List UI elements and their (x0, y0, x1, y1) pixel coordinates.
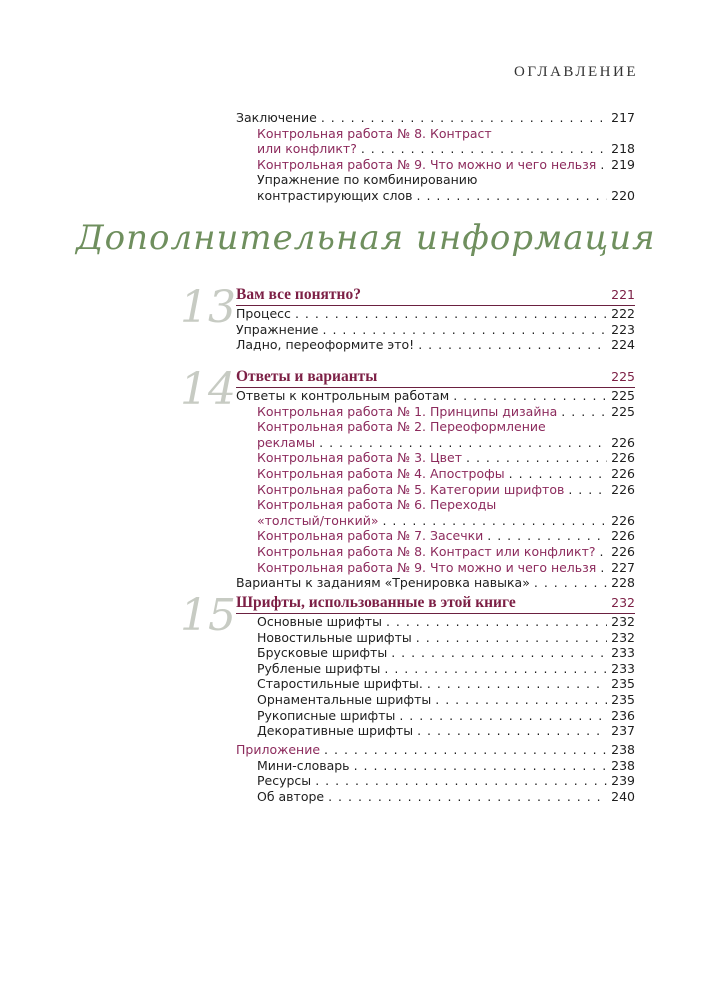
dot-leader (600, 560, 607, 576)
entry-page: 233 (611, 645, 635, 661)
toc-entry[interactable] (236, 708, 635, 724)
chapter-number: 14 (180, 364, 236, 415)
chapter-13 (236, 286, 635, 353)
dot-leader (328, 789, 607, 805)
dot-leader (534, 575, 607, 591)
dot-leader (487, 528, 607, 544)
chapter-page: 225 (611, 369, 635, 384)
entry-title: Контрольная работа № 9. Что можно и чего нельзя (257, 156, 597, 172)
dot-leader (416, 630, 607, 646)
dot-leader (561, 404, 607, 420)
entry-page: 220 (611, 187, 635, 203)
toc-entry[interactable] (236, 630, 635, 646)
entry-page: 223 (611, 321, 635, 337)
entry-title-line: Упражнение по комбинированию (257, 172, 478, 188)
entry-title: Орнаментальные шрифты (257, 691, 432, 707)
dot-leader (386, 614, 607, 630)
entry-title: Контрольная работа № 3. Цвет (257, 450, 463, 466)
entry-title-line: контрастирующих слов (257, 187, 413, 203)
entry-title: Новостильные шрифты (257, 629, 412, 645)
entry-page: 232 (611, 614, 635, 629)
entry-page: 226 (611, 512, 635, 528)
entry-page: 222 (611, 306, 635, 321)
entry-title-line: или конфликт? (257, 141, 357, 157)
dot-leader (361, 141, 607, 157)
entry-page: 226 (611, 543, 635, 559)
dot-leader (600, 544, 608, 560)
entry-title: Процесс (236, 306, 291, 321)
dot-leader (382, 513, 607, 529)
entry-title: Варианты к заданиям «Тренировка навыка» (236, 575, 530, 591)
entry-title-line: Контрольная работа № 6. Переходы (257, 497, 497, 513)
toc-entry[interactable] (236, 450, 635, 466)
entry-title: Декоративные шрифты (257, 723, 414, 739)
entry-title: Контрольная работа № 4. Апострофы (257, 465, 505, 481)
entry-page: 238 (611, 742, 635, 757)
toc-entry[interactable] (236, 645, 635, 661)
entry-page: 226 (611, 465, 635, 481)
chapter-heading[interactable] (236, 286, 635, 306)
dot-leader (321, 110, 607, 126)
entry-page: 224 (611, 337, 635, 353)
toc-entry[interactable] (236, 172, 635, 203)
toc-entry[interactable] (236, 306, 635, 322)
entry-title: Старостильные шрифты. (257, 676, 423, 692)
toc-entry[interactable] (236, 404, 635, 420)
entry-page: 226 (611, 450, 635, 466)
dot-leader (323, 322, 608, 338)
toc-entry[interactable] (236, 157, 635, 173)
entry-title: Контрольная работа № 9. Что можно и чего нельзя (257, 559, 597, 575)
entry-page: 225 (611, 403, 635, 419)
dot-leader (324, 742, 607, 758)
toc-entry-conclusion[interactable] (236, 110, 635, 126)
dot-leader (315, 773, 607, 789)
appendix-block (236, 742, 635, 804)
entry-title-line: Контрольная работа № 8. Контраст (257, 125, 492, 141)
dot-leader (435, 692, 607, 708)
dot-leader (319, 435, 607, 451)
entry-title: Брусковые шрифты (257, 645, 388, 661)
toc-entry[interactable] (236, 126, 635, 157)
section-title: Дополнительная информация (76, 218, 656, 258)
dot-leader (427, 676, 607, 692)
entry-page: 238 (611, 757, 635, 773)
dot-leader (384, 661, 607, 677)
chapter-heading[interactable] (236, 594, 635, 614)
entry-page: 237 (611, 723, 635, 739)
dot-leader (466, 450, 607, 466)
toc-entry-appendix[interactable] (236, 742, 635, 758)
chapter-title: Шрифты, использованные в этой книге (236, 594, 516, 611)
entry-title: Основные шрифты (257, 614, 382, 629)
chapter-number: 15 (180, 590, 236, 641)
toc-entry[interactable] (236, 614, 635, 630)
toc-entry[interactable] (236, 575, 635, 591)
entry-page: 226 (611, 528, 635, 544)
dot-leader (600, 157, 607, 173)
dot-leader (391, 645, 607, 661)
entry-title-line: Контрольная работа № 2. Переоформление (257, 419, 546, 435)
entry-title: Ресурсы (257, 773, 312, 789)
entry-title: Контрольная работа № 1. Принципы дизайна (257, 403, 558, 419)
chapter-heading[interactable] (236, 368, 635, 388)
entry-page: 226 (611, 434, 635, 450)
entry-page: 235 (611, 676, 635, 692)
entry-title: Ладно, переоформите это! (236, 337, 415, 353)
entry-title: Об авторе (257, 788, 325, 804)
toc-entry[interactable] (236, 758, 635, 774)
entry-title: Заключение (236, 110, 317, 125)
entry-title: Рукописные шрифты (257, 707, 396, 723)
toc-entry[interactable] (236, 773, 635, 789)
entry-page: 218 (611, 141, 635, 157)
toc-entry[interactable] (236, 482, 635, 498)
entry-title-line: рекламы (257, 434, 316, 450)
dot-leader (418, 337, 607, 353)
running-header: ОГЛАВЛЕНИЕ (514, 64, 638, 80)
entry-title-line: «толстый/тонкий» (257, 512, 379, 528)
dot-leader (295, 306, 607, 322)
chapter-title: Ответы и варианты (236, 368, 378, 385)
toc-entry[interactable] (236, 661, 635, 677)
entry-page: 233 (611, 660, 635, 676)
dot-leader (417, 723, 607, 739)
chapter-page: 232 (611, 595, 635, 610)
entry-page: 239 (611, 773, 635, 789)
entry-page: 232 (611, 629, 635, 645)
toc-entry[interactable] (236, 497, 635, 528)
chapter-title: Вам все понятно? (236, 286, 361, 303)
entry-title: Контрольная работа № 7. Засечки (257, 528, 484, 544)
toc-top-block (236, 110, 635, 204)
toc-entry[interactable] (236, 723, 635, 739)
chapter-14 (236, 368, 635, 591)
entry-page: 236 (611, 707, 635, 723)
toc-entry[interactable] (236, 692, 635, 708)
entry-page: 217 (611, 110, 635, 125)
entry-title: Приложение (236, 742, 321, 757)
entry-title: Рубленые шрифты (257, 660, 381, 676)
entry-page: 226 (611, 481, 635, 497)
entry-title: Ответы к контрольным работам (236, 388, 450, 403)
dot-leader (453, 388, 607, 404)
entry-title: Упражнение (236, 321, 319, 337)
entry-page: 225 (611, 388, 635, 403)
dot-leader (417, 188, 608, 204)
entry-page: 228 (611, 575, 635, 591)
toc-entry[interactable] (236, 528, 635, 544)
chapter-number: 13 (180, 282, 236, 333)
entry-page: 235 (611, 691, 635, 707)
toc-entry[interactable] (236, 466, 635, 482)
dot-leader (354, 758, 608, 774)
toc-entry[interactable] (236, 676, 635, 692)
entry-title: Контрольная работа № 5. Категории шрифтов (257, 481, 565, 497)
entry-title: Контрольная работа № 8. Контраст или конфликт? (257, 543, 596, 559)
entry-page: 219 (611, 156, 635, 172)
chapter-page: 221 (611, 287, 635, 302)
entry-title: Мини-словарь (257, 757, 350, 773)
chapter-15 (236, 594, 635, 739)
toc-entry[interactable] (236, 789, 635, 805)
toc-entry[interactable] (236, 388, 635, 404)
toc-entry[interactable] (236, 337, 635, 353)
dot-leader (568, 482, 607, 498)
toc-entry[interactable] (236, 419, 635, 450)
entry-page: 227 (611, 559, 635, 575)
toc-entry[interactable] (236, 544, 635, 560)
dot-leader (509, 466, 607, 482)
toc-entry[interactable] (236, 322, 635, 338)
toc-entry[interactable] (236, 560, 635, 576)
entry-page: 240 (611, 788, 635, 804)
dot-leader (399, 708, 607, 724)
